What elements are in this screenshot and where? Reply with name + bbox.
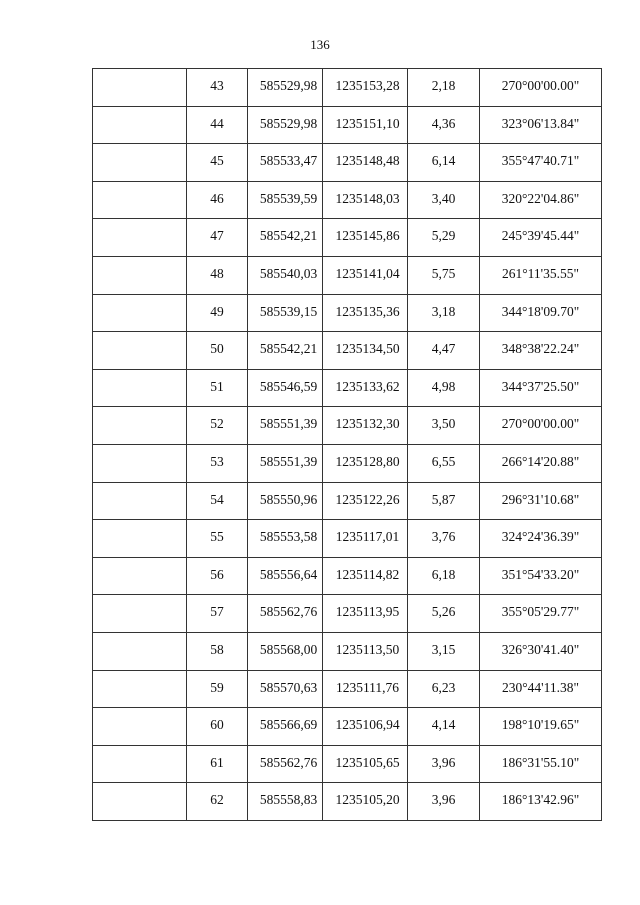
direction-angle-value: 296°31'10.68"	[501, 491, 580, 507]
direction-angle-value: 230°44'11.38"	[502, 679, 579, 695]
length-value: 3,76	[431, 529, 456, 545]
point-number-cell	[187, 632, 248, 670]
x-coordinate-value: 585533,47	[259, 153, 318, 169]
table-body	[93, 69, 602, 821]
empty-cell	[93, 520, 187, 558]
empty-cell	[93, 256, 187, 294]
x-coordinate-cell	[248, 69, 323, 107]
x-coordinate-value: 585566,69	[259, 717, 318, 733]
table-row	[93, 632, 602, 670]
direction-angle-cell	[480, 219, 602, 257]
point-number-cell	[187, 219, 248, 257]
empty-cell	[93, 369, 187, 407]
length-value: 4,98	[431, 378, 456, 394]
point-number-cell	[187, 708, 248, 746]
y-coordinate-value: 1235148,03	[335, 190, 400, 206]
table-row	[93, 369, 602, 407]
y-coordinate-value: 1235117,01	[335, 529, 400, 545]
point-number-value: 43	[210, 78, 224, 93]
length-cell	[408, 632, 480, 670]
direction-angle-cell	[480, 670, 602, 708]
direction-angle-cell	[480, 106, 602, 144]
empty-cell	[93, 407, 187, 445]
point-number-value: 61	[210, 754, 224, 770]
length-cell	[408, 708, 480, 746]
direction-angle-cell	[480, 144, 602, 182]
empty-cell	[93, 181, 187, 219]
y-coordinate-value: 1235114,82	[335, 566, 400, 582]
x-coordinate-value: 585546,59	[259, 378, 318, 394]
x-coordinate-value: 585539,15	[259, 303, 318, 319]
point-number-cell	[187, 444, 248, 482]
table-row	[93, 144, 602, 182]
direction-angle-cell	[480, 407, 602, 445]
table-row	[93, 595, 602, 633]
empty-cell	[93, 332, 187, 370]
empty-cell	[93, 745, 187, 783]
y-coordinate-value: 1235105,20	[335, 792, 400, 808]
length-cell	[408, 520, 480, 558]
point-number-cell	[187, 256, 248, 294]
y-coordinate-value: 1235148,48	[335, 153, 400, 169]
direction-angle-value: 198°10'19.65"	[501, 717, 580, 733]
point-number-value: 51	[210, 378, 224, 394]
x-coordinate-value: 585529,98	[259, 115, 318, 131]
empty-cell	[93, 670, 187, 708]
empty-cell	[93, 106, 187, 144]
direction-angle-value: 344°37'25.50"	[501, 378, 580, 394]
direction-angle-value: 348°38'22.24"	[501, 341, 580, 357]
x-coordinate-cell	[248, 369, 323, 407]
y-coordinate-value: 1235133,62	[335, 378, 400, 394]
y-coordinate-cell	[323, 69, 408, 107]
y-coordinate-value: 1235151,10	[335, 115, 400, 131]
point-number-value: 59	[210, 679, 224, 695]
empty-cell	[93, 482, 187, 520]
x-coordinate-value: 585553,58	[259, 529, 318, 545]
x-coordinate-value: 585556,64	[259, 566, 318, 582]
y-coordinate-value: 1235141,04	[335, 265, 400, 281]
direction-angle-cell	[480, 444, 602, 482]
table-row	[93, 256, 602, 294]
length-cell	[408, 557, 480, 595]
point-number-cell	[187, 407, 248, 445]
point-number-value: 56	[210, 566, 224, 582]
table-row	[93, 69, 602, 107]
direction-angle-cell	[480, 181, 602, 219]
direction-angle-cell	[480, 69, 602, 107]
length-cell	[408, 69, 480, 107]
point-number-value: 62	[210, 792, 224, 808]
point-number-cell	[187, 106, 248, 144]
point-number-cell	[187, 69, 248, 107]
x-coordinate-cell	[248, 106, 323, 144]
x-coordinate-cell	[248, 332, 323, 370]
table-row	[93, 181, 602, 219]
length-value: 5,75	[431, 265, 456, 281]
direction-angle-value: 355°47'40.71"	[501, 153, 580, 169]
direction-angle-cell	[480, 708, 602, 746]
table-row	[93, 106, 602, 144]
table-row	[93, 520, 602, 558]
direction-angle-value: 270°00'00.00"	[501, 78, 580, 93]
y-coordinate-cell	[323, 181, 408, 219]
x-coordinate-cell	[248, 708, 323, 746]
direction-angle-value: 270°00'00.00"	[501, 416, 580, 432]
table-row	[93, 407, 602, 445]
x-coordinate-cell	[248, 294, 323, 332]
direction-angle-value: 355°05'29.77"	[501, 604, 580, 620]
direction-angle-cell	[480, 332, 602, 370]
point-number-value: 45	[210, 153, 224, 169]
x-coordinate-value: 585568,00	[259, 641, 318, 657]
point-number-value: 46	[210, 190, 224, 206]
point-number-value: 54	[210, 491, 224, 507]
length-value: 6,14	[431, 153, 456, 169]
x-coordinate-cell	[248, 670, 323, 708]
y-coordinate-cell	[323, 294, 408, 332]
length-value: 6,55	[431, 453, 456, 469]
point-number-value: 49	[210, 303, 224, 319]
point-number-cell	[187, 745, 248, 783]
empty-cell	[93, 219, 187, 257]
y-coordinate-cell	[323, 520, 408, 558]
length-value: 6,18	[431, 566, 456, 582]
table-row	[93, 708, 602, 746]
x-coordinate-cell	[248, 444, 323, 482]
direction-angle-cell	[480, 595, 602, 633]
empty-cell	[93, 69, 187, 107]
point-number-cell	[187, 294, 248, 332]
point-number-cell	[187, 181, 248, 219]
x-coordinate-value: 585551,39	[259, 453, 318, 469]
table-row	[93, 745, 602, 783]
direction-angle-cell	[480, 745, 602, 783]
length-cell	[408, 444, 480, 482]
length-value: 4,36	[431, 115, 456, 131]
direction-angle-cell	[480, 520, 602, 558]
x-coordinate-cell	[248, 181, 323, 219]
empty-cell	[93, 294, 187, 332]
length-cell	[408, 144, 480, 182]
length-value: 4,14	[431, 717, 456, 733]
y-coordinate-value: 1235113,95	[335, 604, 400, 620]
length-cell	[408, 106, 480, 144]
y-coordinate-cell	[323, 632, 408, 670]
direction-angle-value: 261°11'35.55"	[502, 265, 579, 281]
direction-angle-cell	[480, 256, 602, 294]
length-value: 3,96	[431, 754, 456, 770]
length-value: 2,18	[431, 78, 456, 93]
direction-angle-cell	[480, 557, 602, 595]
table-row	[93, 482, 602, 520]
direction-angle-value: 320°22'04.86"	[501, 190, 580, 206]
point-number-cell	[187, 520, 248, 558]
x-coordinate-cell	[248, 595, 323, 633]
y-coordinate-cell	[323, 444, 408, 482]
y-coordinate-cell	[323, 708, 408, 746]
x-coordinate-value: 585570,63	[259, 679, 318, 695]
y-coordinate-cell	[323, 482, 408, 520]
x-coordinate-value: 585550,96	[259, 491, 318, 507]
point-number-cell	[187, 482, 248, 520]
y-coordinate-value: 1235128,80	[335, 453, 400, 469]
x-coordinate-cell	[248, 219, 323, 257]
point-number-value: 53	[210, 453, 224, 469]
length-value: 3,50	[431, 416, 456, 432]
point-number-value: 44	[210, 115, 224, 131]
length-value: 5,26	[431, 604, 456, 620]
y-coordinate-value: 1235135,36	[335, 303, 400, 319]
direction-angle-cell	[480, 783, 602, 821]
y-coordinate-value: 1235153,28	[335, 78, 400, 93]
y-coordinate-cell	[323, 144, 408, 182]
length-value: 3,40	[431, 190, 456, 206]
x-coordinate-value: 585540,03	[259, 265, 318, 281]
length-cell	[408, 369, 480, 407]
point-number-value: 50	[210, 341, 224, 357]
point-number-value: 48	[210, 265, 224, 281]
x-coordinate-cell	[248, 745, 323, 783]
point-number-value: 47	[210, 228, 224, 244]
direction-angle-value: 324°24'36.39"	[501, 529, 580, 545]
x-coordinate-cell	[248, 632, 323, 670]
y-coordinate-value: 1235132,30	[335, 416, 400, 432]
y-coordinate-cell	[323, 219, 408, 257]
y-coordinate-cell	[323, 106, 408, 144]
empty-cell	[93, 783, 187, 821]
length-cell	[408, 294, 480, 332]
length-cell	[408, 332, 480, 370]
empty-cell	[93, 144, 187, 182]
length-cell	[408, 256, 480, 294]
x-coordinate-value: 585562,76	[259, 604, 318, 620]
x-coordinate-value: 585562,76	[259, 754, 318, 770]
point-number-value: 58	[210, 641, 224, 657]
x-coordinate-cell	[248, 144, 323, 182]
table-row	[93, 219, 602, 257]
table-row	[93, 332, 602, 370]
y-coordinate-cell	[323, 745, 408, 783]
y-coordinate-cell	[323, 670, 408, 708]
length-value: 3,96	[431, 792, 456, 808]
point-number-cell	[187, 670, 248, 708]
y-coordinate-value: 1235113,50	[335, 641, 400, 657]
page-number: 136	[310, 37, 330, 52]
y-coordinate-cell	[323, 595, 408, 633]
table-row	[93, 670, 602, 708]
x-coordinate-cell	[248, 256, 323, 294]
direction-angle-value: 245°39'45.44"	[501, 228, 580, 244]
table-row	[93, 783, 602, 821]
y-coordinate-value: 1235134,50	[335, 341, 400, 357]
y-coordinate-cell	[323, 369, 408, 407]
point-number-cell	[187, 557, 248, 595]
table-row	[93, 444, 602, 482]
x-coordinate-cell	[248, 557, 323, 595]
y-coordinate-value: 1235106,94	[335, 717, 400, 733]
empty-cell	[93, 557, 187, 595]
length-value: 5,87	[431, 491, 456, 507]
direction-angle-value: 351°54'33.20"	[501, 566, 580, 582]
length-value: 4,47	[431, 341, 456, 357]
y-coordinate-cell	[323, 783, 408, 821]
direction-angle-cell	[480, 632, 602, 670]
direction-angle-value: 186°31'55.10"	[501, 754, 580, 770]
x-coordinate-value: 585551,39	[259, 416, 318, 432]
point-number-value: 55	[210, 529, 224, 545]
direction-angle-value: 266°14'20.88"	[501, 453, 580, 469]
x-coordinate-cell	[248, 783, 323, 821]
length-cell	[408, 181, 480, 219]
y-coordinate-cell	[323, 407, 408, 445]
x-coordinate-value: 585529,98	[259, 78, 318, 93]
length-value: 5,29	[431, 228, 456, 244]
direction-angle-value: 326°30'41.40"	[501, 641, 580, 657]
point-number-cell	[187, 369, 248, 407]
x-coordinate-cell	[248, 407, 323, 445]
x-coordinate-cell	[248, 482, 323, 520]
coordinates-table	[92, 68, 602, 821]
length-cell	[408, 407, 480, 445]
x-coordinate-value: 585558,83	[259, 792, 318, 808]
length-cell	[408, 482, 480, 520]
length-cell	[408, 670, 480, 708]
length-value: 3,15	[431, 641, 456, 657]
empty-cell	[93, 708, 187, 746]
point-number-cell	[187, 144, 248, 182]
y-coordinate-value: 1235111,76	[335, 679, 400, 695]
direction-angle-cell	[480, 482, 602, 520]
y-coordinate-cell	[323, 332, 408, 370]
x-coordinate-cell	[248, 520, 323, 558]
point-number-value: 60	[210, 717, 224, 733]
empty-cell	[93, 444, 187, 482]
empty-cell	[93, 632, 187, 670]
length-value: 6,23	[431, 679, 456, 695]
length-value: 3,18	[431, 303, 456, 319]
y-coordinate-value: 1235122,26	[335, 491, 400, 507]
direction-angle-cell	[480, 294, 602, 332]
length-cell	[408, 595, 480, 633]
table-row	[93, 557, 602, 595]
direction-angle-cell	[480, 369, 602, 407]
y-coordinate-value: 1235145,86	[335, 228, 400, 244]
empty-cell	[93, 595, 187, 633]
point-number-value: 52	[210, 416, 224, 432]
x-coordinate-value: 585542,21	[259, 341, 318, 357]
direction-angle-value: 344°18'09.70"	[501, 303, 580, 319]
length-cell	[408, 745, 480, 783]
length-cell	[408, 219, 480, 257]
y-coordinate-cell	[323, 256, 408, 294]
x-coordinate-value: 585539,59	[259, 190, 318, 206]
direction-angle-value: 323°06'13.84"	[501, 115, 580, 131]
point-number-value: 57	[210, 604, 224, 620]
point-number-cell	[187, 595, 248, 633]
y-coordinate-value: 1235105,65	[335, 754, 400, 770]
point-number-cell	[187, 332, 248, 370]
table-row	[93, 294, 602, 332]
length-cell	[408, 783, 480, 821]
x-coordinate-value: 585542,21	[259, 228, 318, 244]
direction-angle-value: 186°13'42.96"	[501, 792, 580, 808]
point-number-cell	[187, 783, 248, 821]
y-coordinate-cell	[323, 557, 408, 595]
